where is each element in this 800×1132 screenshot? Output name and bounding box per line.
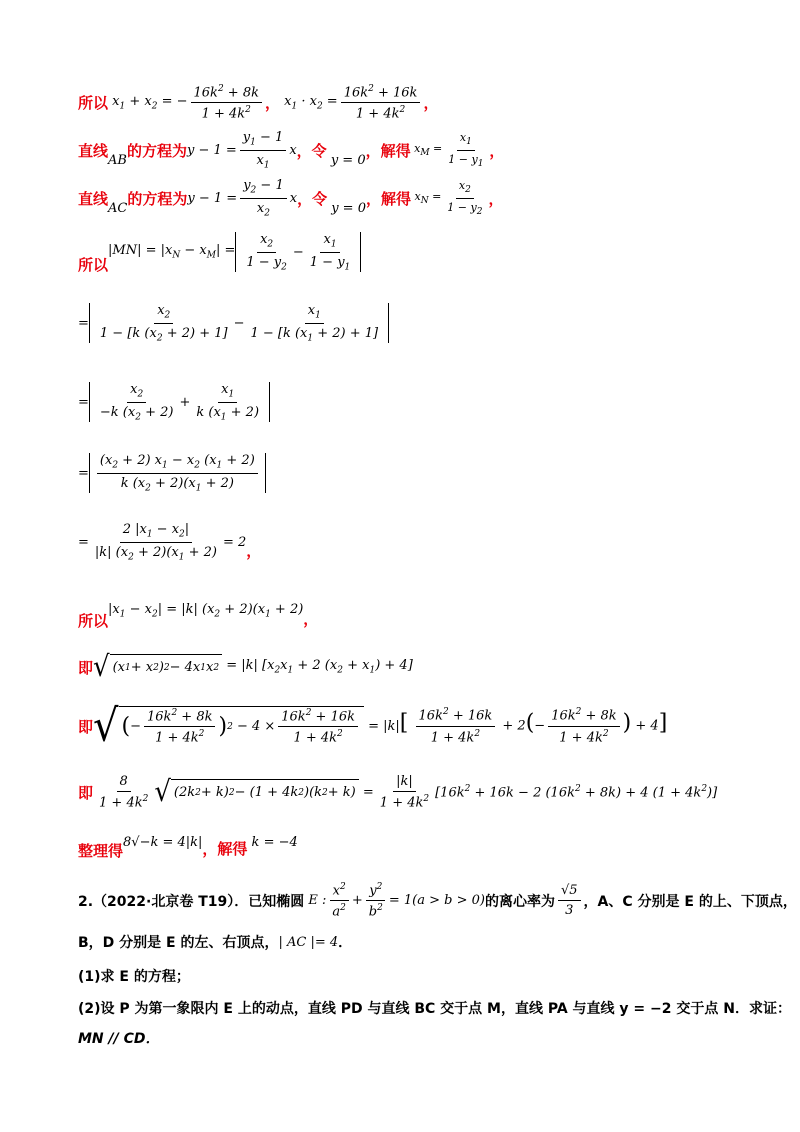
comma: ， [264,94,280,113]
formula-y-minus-1: y − 1 = [186,142,237,158]
sqrt-relation-line: 即 √ (x 1 + x 2 ) 2 − 4x 1 x 2 = |k| [$x_2x_1 + 2$ $(x_2 + x_1) + 4$] [78,650,413,684]
text-solve: ，解得 [202,840,248,858]
fraction-xn: $\frac{x_2}{1 - y_2}$ [447,179,483,217]
prefix-zhixian: 直线 [78,141,109,160]
prefix-ji: 即 [78,717,94,736]
prefix-suoyi: 所以 [78,94,109,113]
fraction-product: $\frac{16k^2 + 16k}{1 + 4k^2}$ [341,84,421,122]
eccentricity-value: $\frac{√5}{3}$ [558,883,581,918]
abs-expression: $\frac{x_2}{1 - y_2}$ − $\frac{x_1}{1 - y_1}$ [235,232,361,272]
text-solve: ，解得 [365,141,411,160]
prefix-ji: 即 [78,658,94,677]
prefix-zhixian: 直线 [78,189,109,208]
question-2-part2-cont: MN // CD． [78,1031,160,1047]
question-2-part2: (2)设 P 为第一象限内 E 上的动点，直线 PD 与直线 BC 交于点 M，直线 PA 与直线 y = −2 交于点 N．求证： [78,1001,791,1017]
prefix-zhengli: 整理得 [78,842,124,860]
prefix-ji: 即 [78,783,94,802]
line-ac-equation: 直线 AC 的方程为 y − 1 = $\frac{y_2 - 1}{x_2}$ x ，令 y = 0 ，解得 $x_N$ = $\frac{x_2}{1 - y_2}$ ， [78,178,504,219]
mn-abs-line: 所以 $|MN| = |x_N - x_M|$ = $\frac{x_2}{1 - y_2}$ − $\frac{x_1}{1 - y_1}$ [78,232,361,272]
expanded-line: 即 $\frac{8}{1 + 4k^2}$ √ (2k 2 + k) 2 − (1 + 4k 2 )(k 2 + k) = $\frac{|k|}{1 + 4k^2}$ [$16k^2 + 16k - 2$ $(16k^2 + 8k) + 4$ $(1 + 4k^2)$] [78,774,718,811]
ellipse-equation: E : [304,893,327,909]
text-solve: ，解得 [365,189,411,208]
formula-y-eq-0: y = 0 [327,200,366,216]
formula-y-minus-1: y − 1 = [187,190,238,206]
fraction-slope-ab: $\frac{y_1 - 1}{x_1}$ [240,130,287,170]
formula-xn: $x_N$ = [411,190,442,207]
prefix-suoyi: 所以 [78,612,109,630]
question-2-stem: 2.（2022·北京卷 T19）．已知椭圆 E : $\frac{x^2}{a^2}$ + $\frac{y^2}{b^2}$ = 1(a > b > 0) 的离心率为 $\frac{√5}{3}$ ，A、C 分别是 E 的上、下顶点， [78,882,797,920]
substituted-line: 即 √ ( − $\frac{16k^2 + 8k}{1 + 4k^2}$ ) 2 − 4 × $\frac{16k^2 + 16k}{1 + 4k^2}$ = |k| [ $\frac{16k^2 + 16k}{1 + 4k^2}$ + 2(− $\frac{16k^2 + 8k}{1 + 4k^2}$ ) + 4] [78,700,668,752]
formula-xm: $x_M$ = [410,142,443,159]
text-let: ，令 [296,141,327,160]
sum-product-line [78,84,438,122]
fraction-sum: $\frac{16k^2 + 8k}{1 + 4k^2}$ [191,84,262,122]
formula-x1-times-x2: $x_1 \cdot x_2$ = [280,94,338,112]
prefix-suoyi: 所以 [78,255,109,274]
fraction-slope-ac: $\frac{y_2 - 1}{x_2}$ [240,178,287,218]
step-common-denominator: = $\frac{(x_2 + 2) x_1 - x_2 (x_1 + 2)}{k (x_2 + 2)(x_1 + 2)}$ [78,453,266,493]
label-ac: AC [108,200,128,216]
question-number: 2.（2022·北京卷 T19）．已知椭圆 [78,893,305,910]
final-result-line: 整理得 8√−k = 4|k| ，解得 k = −4 [78,835,298,860]
line-ab-equation: 直线 AB 的方程为 y − 1 = $\frac{y_1 - 1}{x_1}$ x ，令 y = 0 ，解得 $x_M$ = $\frac{x_1}{1 - y_1}$ ， [78,130,505,171]
comma: ， [423,94,439,113]
step-simplify: = $\frac{x_2}{-k (x_2 + 2)}$ + $\frac{x_1}{k (x_1 + 2)}$ [78,382,270,422]
formula-x1-plus-x2: $x_1 + x_2$ = − [108,94,188,112]
fraction-xm: $\frac{x_1}{1 - y_1}$ [448,131,484,169]
question-2-part1: (1)求 E 的方程； [78,969,190,985]
abs-relation-line: 所以 $|x_1 - x_2| = |k|$ $(x_2 + 2)(x_1 + 2)$ ， [78,601,319,630]
label-ab: AB [108,152,127,168]
text-equation-is: 的方程为 [126,141,187,160]
step-substitute: = $\frac{x_2}{1 - [k (x_2 + 2) + 1]}$ − $\frac{x_1}{1 - [k (x_1 + 2) + 1]}$ [78,303,389,343]
step-result: = $\frac{2 |x_1 - x_2|}{|k| (x_2 + 2)(x_1 + 2)}$ = 2 ， [78,522,262,563]
text-let: ，令 [297,189,328,208]
text-equation-is: 的方程为 [127,189,188,208]
formula-y-eq-0: y = 0 [326,152,366,168]
question-2-line2: B，D 分别是 E 的左、右顶点， | AC |= 4 ． [78,934,353,951]
